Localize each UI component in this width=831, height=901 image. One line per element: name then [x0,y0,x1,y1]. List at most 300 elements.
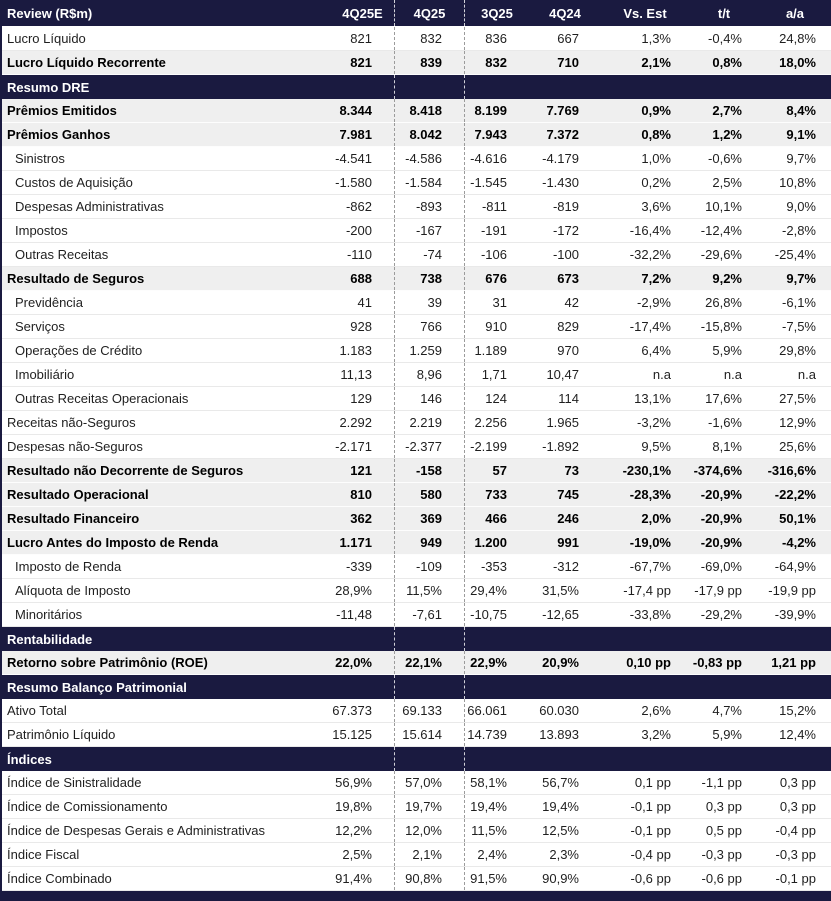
cell-value: 9,5% [641,439,671,454]
cell-value: 12,5% [542,823,579,838]
cell-value: 466 [485,511,507,526]
cell-value: 29,4% [470,583,507,598]
cell-value: -17,4 pp [623,583,671,598]
cell-value [529,675,601,699]
cell-value [395,627,465,651]
cell-value: 0,3 pp [779,775,816,790]
cell-value: -19,0% [629,535,671,550]
table-row [2,99,831,123]
cell-value: -28,3% [629,487,671,502]
table-row [2,363,831,387]
table-row [2,387,831,411]
cell-value: 2,0% [641,511,671,526]
row-label: Lucro Líquido [7,31,86,46]
cell-value: 8.199 [474,103,507,118]
table-row [2,291,831,315]
cell-value: -167 [395,219,465,242]
cell-value: -29,6% [700,247,742,262]
cell-value: 25,6% [779,439,816,454]
cell-value: 1,21 pp [771,655,816,670]
cell-value: 1,2% [712,127,742,142]
cell-value [601,747,689,771]
table-row [2,51,831,75]
cell-value [601,675,689,699]
column-header-3q25: 3Q25 [481,5,513,21]
table-row [2,171,831,195]
cell-value: 2,7% [712,103,742,118]
cell-value: 0,9% [641,103,671,118]
cell-value: -67,7% [629,559,671,574]
cell-value: -0,1 pp [630,823,671,838]
cell-value: 1,71 [481,367,507,382]
cell-value [395,747,465,771]
cell-value: 688 [331,267,395,290]
cell-value: 991 [557,535,579,550]
column-header-a-a: a/a [785,5,805,21]
cell-value: 7.769 [546,103,579,118]
cell-value: -200 [331,219,395,242]
table-row [2,579,831,603]
cell-value: 1.259 [395,339,465,362]
cell-value: 4,7% [712,703,742,718]
cell-value: -4.616 [470,151,507,166]
cell-value: 17,6% [705,391,742,406]
cell-value: 949 [395,531,465,554]
cell-value: 2.292 [331,411,395,434]
table-row [2,507,831,531]
cell-value: -0,3 pp [775,847,816,862]
cell-value: n.a [797,367,816,382]
cell-value: 9,0% [786,199,816,214]
cell-value: 146 [395,387,465,410]
cell-value [759,675,831,699]
cell-value [465,675,529,699]
table-row [2,195,831,219]
cell-value [465,627,529,651]
cell-value: -819 [552,199,579,214]
cell-value: -29,2% [700,607,742,622]
table-row [2,315,831,339]
cell-value: 13.893 [539,727,579,742]
cell-value: n.a [723,367,742,382]
row-label: Serviços [15,319,65,334]
section-title: Rentabilidade [7,631,93,647]
cell-value: 9,2% [712,271,742,286]
cell-value: -69,0% [700,559,742,574]
section-header-row [2,75,831,99]
row-label: Sinistros [15,151,65,166]
cell-value [395,675,465,699]
column-header-vs-est: Vs. Est [623,5,667,21]
cell-value: 0,8% [712,55,742,70]
row-label: Retorno sobre Patrimônio (ROE) [7,655,208,670]
cell-value: 39 [395,291,465,314]
table-row [2,795,831,819]
section-header-row [2,627,831,651]
cell-value [759,627,831,651]
cell-value: 66.061 [467,703,507,718]
cell-value: 580 [395,483,465,506]
cell-value: 22,9% [470,655,507,670]
cell-value: 124 [485,391,507,406]
cell-value: -158 [395,459,465,482]
cell-value: 12,0% [395,819,465,842]
cell-value [465,747,529,771]
cell-value [759,747,831,771]
cell-value: -4.179 [542,151,579,166]
cell-value: 0,8% [641,127,671,142]
cell-value: -2.199 [470,439,507,454]
cell-value: 2.219 [395,411,465,434]
cell-value: 28,9% [331,579,395,602]
cell-value [465,75,529,99]
cell-value: 673 [557,271,579,286]
row-label: Índice Fiscal [7,847,80,862]
row-label: Alíquota de Imposto [15,583,131,598]
cell-value: -19,9 pp [768,583,816,598]
table-row [2,435,831,459]
column-header-4q25: 4Q25 [395,0,465,26]
table-row [2,411,831,435]
table-title: Review (R$m) [7,5,93,21]
cell-value: -2.171 [331,435,395,458]
cell-value [689,75,759,99]
cell-value: 8.042 [395,123,465,146]
cell-value: 91,5% [470,871,507,886]
cell-value: -3,2% [637,415,671,430]
cell-value: 67.373 [331,699,395,722]
table-row [2,651,831,675]
cell-value [601,75,689,99]
cell-value: 2,1% [395,843,465,866]
cell-value: 745 [557,487,579,502]
row-label: Operações de Crédito [15,343,143,358]
cell-value: 0,3 pp [779,799,816,814]
cell-value: 58,1% [470,775,507,790]
cell-value: -1.580 [331,171,395,194]
cell-value: 129 [331,387,395,410]
cell-value: -20,9% [700,511,742,526]
column-header-4q24: 4Q24 [549,5,581,21]
row-label: Despesas não-Seguros [7,439,143,454]
cell-value [331,675,395,699]
row-label: Receitas não-Seguros [7,415,136,430]
cell-value: 910 [485,319,507,334]
row-label: Resultado de Seguros [7,271,145,286]
cell-value: 90,9% [542,871,579,886]
cell-value: 5,9% [712,727,742,742]
cell-value: 821 [331,27,395,50]
cell-value: 1,0% [641,151,671,166]
cell-value: 7,2% [641,271,671,286]
cell-value: 90,8% [395,867,465,890]
cell-value: 26,8% [705,295,742,310]
table-row [2,771,831,795]
cell-value: 369 [395,507,465,530]
cell-value: 710 [557,55,579,70]
cell-value: 3,2% [641,727,671,742]
row-label: Índice de Despesas Gerais e Administrativas [7,823,265,838]
cell-value: 1.965 [546,415,579,430]
cell-value: 2,4% [477,847,507,862]
column-header-4q25e: 4Q25E [331,0,395,26]
cell-value: 8,1% [712,439,742,454]
cell-value: -0,1 pp [630,799,671,814]
row-label: Índice de Comissionamento [7,799,168,814]
cell-value: -339 [331,555,395,578]
row-label: Ativo Total [7,703,67,718]
cell-value: 20,9% [542,655,579,670]
table-row [2,867,831,891]
table-row [2,123,831,147]
row-label: Previdência [15,295,83,310]
cell-value: 19,4% [470,799,507,814]
section-title: Índices [7,751,52,767]
row-label: Outras Receitas Operacionais [15,391,189,406]
cell-value: 19,4% [542,799,579,814]
cell-value: -862 [331,195,395,218]
cell-value: 0,3 pp [705,799,742,814]
table-row [2,243,831,267]
cell-value: 2,1% [641,55,671,70]
cell-value: -353 [480,559,507,574]
cell-value: -1,6% [708,415,742,430]
cell-value: 8.418 [395,99,465,122]
cell-value: 24,8% [779,31,816,46]
cell-value: 8,4% [786,103,816,118]
table-row [2,603,831,627]
row-label: Lucro Líquido Recorrente [7,55,166,70]
cell-value: 1.189 [474,343,507,358]
table-row [2,531,831,555]
row-label: Resultado Financeiro [7,511,140,526]
cell-value: -12,65 [542,607,579,622]
cell-value: 1.183 [331,339,395,362]
cell-value: 8,96 [395,363,465,386]
cell-value: 121 [331,459,395,482]
cell-value: 73 [564,463,579,478]
cell-value: 2.256 [474,415,507,430]
cell-value [601,627,689,651]
cell-value: 41 [331,291,395,314]
row-label: Custos de Aquisição [15,175,133,190]
cell-value: -1.584 [395,171,465,194]
cell-value [529,75,601,99]
cell-value: -110 [331,243,395,266]
row-label: Lucro Antes do Imposto de Renda [7,535,219,550]
cell-value: -7,61 [395,603,465,626]
cell-value: 832 [485,55,507,70]
cell-value: -32,2% [629,247,671,262]
cell-value: -2,8% [782,223,816,238]
cell-value: 10,1% [705,199,742,214]
cell-value: 2,6% [641,703,671,718]
cell-value: -0,4% [708,31,742,46]
cell-value: 2,3% [549,847,579,862]
row-label: Imobiliário [15,367,75,382]
cell-value: 42 [564,295,579,310]
cell-value: -2.377 [395,435,465,458]
row-label: Patrimônio Líquido [7,727,116,742]
cell-value: 839 [395,51,465,74]
cell-value [689,747,759,771]
cell-value: -374,6% [693,463,742,478]
cell-value: 832 [395,27,465,50]
table-row [2,819,831,843]
cell-value: -0,4 pp [630,847,671,862]
table-row [2,723,831,747]
cell-value: 0,2% [641,175,671,190]
cell-value: -0,3 pp [701,847,742,862]
cell-value: 60.030 [539,703,579,718]
cell-value: -1,1 pp [701,775,742,790]
cell-value: -0,1 pp [775,871,816,886]
section-title: Resumo DRE [7,79,90,95]
cell-value: 11,13 [331,363,395,386]
cell-value: n.a [652,367,671,382]
cell-value: 57 [492,463,507,478]
cell-value: 0,10 pp [626,655,671,670]
cell-value: 0,5 pp [705,823,742,838]
cell-value: 12,9% [779,415,816,430]
cell-value: 8.344 [331,99,395,122]
cell-value: 11,5% [395,579,465,602]
cell-value: -1.545 [470,175,507,190]
row-label: Resultado não Decorrente de Seguros [7,463,244,478]
row-label: Prêmios Emitidos [7,103,117,118]
cell-value: -312 [552,559,579,574]
cell-value: 9,7% [786,151,816,166]
section-header-row [2,675,831,699]
cell-value: 14.739 [467,727,507,742]
cell-value: -106 [480,247,507,262]
cell-value [331,747,395,771]
table-row [2,219,831,243]
cell-value: 56,7% [542,775,579,790]
cell-value: -16,4% [629,223,671,238]
cell-value: 91,4% [331,867,395,890]
cell-value: -0,6 pp [630,871,671,886]
cell-value: -1.430 [542,175,579,190]
cell-value: -10,75 [470,607,507,622]
cell-value: -230,1% [622,463,671,478]
cell-value: -0,6% [708,151,742,166]
cell-value: 7.372 [546,127,579,142]
cell-value: 829 [557,319,579,334]
cell-value [759,75,831,99]
cell-value: -17,9 pp [694,583,742,598]
cell-value [395,75,465,99]
row-label: Despesas Administrativas [15,199,164,214]
table-row [2,699,831,723]
cell-value: 821 [331,51,395,74]
column-header-t-t: t/t [717,5,731,21]
row-label: Índice Combinado [7,871,112,886]
cell-value: 1.200 [474,535,507,550]
cell-value [529,627,601,651]
cell-value: 667 [557,31,579,46]
cell-value: -172 [552,223,579,238]
cell-value: 56,9% [331,771,395,794]
cell-value: 69.133 [395,699,465,722]
table-row [2,555,831,579]
table-row [2,339,831,363]
table-bottom-border [2,891,831,901]
cell-value: 29,8% [779,343,816,358]
cell-value: -1.892 [542,439,579,454]
cell-value: -17,4% [629,319,671,334]
table-row [2,843,831,867]
cell-value: 12,4% [779,727,816,742]
cell-value: -0,4 pp [775,823,816,838]
cell-value [331,75,395,99]
cell-value [529,747,601,771]
cell-value: 15,2% [779,703,816,718]
cell-value: 2,5% [712,175,742,190]
cell-value: -109 [395,555,465,578]
cell-value: -893 [395,195,465,218]
row-label: Índice de Sinistralidade [7,775,142,790]
cell-value: 10,47 [546,367,579,382]
cell-value: 5,9% [712,343,742,358]
cell-value: -22,2% [774,487,816,502]
cell-value [331,627,395,651]
row-label: Imposto de Renda [15,559,122,574]
cell-value: 1.171 [331,531,395,554]
cell-value: -6,1% [782,295,816,310]
cell-value [689,627,759,651]
cell-value: 928 [331,315,395,338]
cell-value: 15.125 [331,723,395,746]
cell-value: 19,8% [331,795,395,818]
cell-value: -316,6% [767,463,816,478]
cell-value: 31 [492,295,507,310]
cell-value: 970 [557,343,579,358]
row-label: Impostos [15,223,68,238]
cell-value: -20,9% [700,487,742,502]
cell-value: 6,4% [641,343,671,358]
cell-value: 810 [331,483,395,506]
cell-value: -74 [395,243,465,266]
section-title: Resumo Balanço Patrimonial [7,679,187,695]
cell-value: 246 [557,511,579,526]
cell-value: -100 [552,247,579,262]
cell-value: -25,4% [774,247,816,262]
cell-value: 11,5% [471,823,507,838]
cell-value: 0,1 pp [634,775,671,790]
cell-value: 738 [395,267,465,290]
cell-value: 9,7% [786,271,816,286]
row-label: Resultado Operacional [7,487,149,502]
cell-value: -64,9% [774,559,816,574]
table-row [2,267,831,291]
cell-value: 3,6% [641,199,671,214]
cell-value: 7.943 [474,127,507,142]
cell-value: -4.541 [331,147,395,170]
cell-value: 22,1% [395,651,465,674]
cell-value: -15,8% [700,319,742,334]
cell-value: -39,9% [774,607,816,622]
row-label: Minoritários [15,607,83,622]
cell-value: 114 [558,391,579,406]
cell-value: 12,2% [331,819,395,842]
cell-value [689,675,759,699]
table-row [2,483,831,507]
cell-value: -0,83 pp [692,655,742,670]
cell-value: 18,0% [779,55,816,70]
table-row [2,459,831,483]
cell-value: -12,4% [700,223,742,238]
